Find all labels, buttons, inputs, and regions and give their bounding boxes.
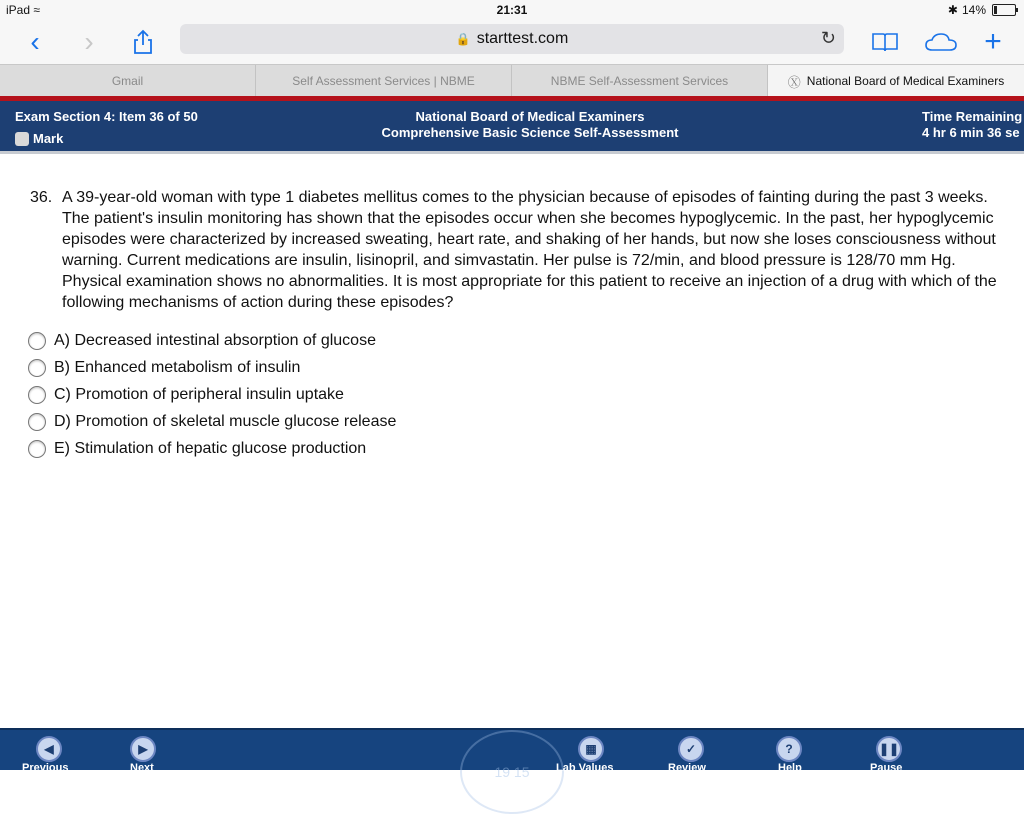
- back-button[interactable]: [18, 20, 52, 64]
- lab-values-label: Lab Values: [556, 762, 614, 774]
- tab-nbme-self-assessment[interactable]: [512, 65, 768, 97]
- pause-button[interactable]: [876, 736, 902, 762]
- checkmark-icon: ✓: [685, 742, 697, 756]
- status-right: [948, 3, 1016, 17]
- exam-title-line2: Comprehensive Basic Science Self-Assessment: [381, 125, 679, 140]
- tab-self-assessment-services[interactable]: [256, 65, 512, 97]
- wifi-icon: ≈: [33, 3, 40, 17]
- answer-option-b[interactable]: [28, 354, 628, 381]
- tab-label: Self Assessment Services | NBME: [292, 74, 475, 88]
- lab-values-icon: ▦: [585, 742, 597, 756]
- mark-box-icon: [15, 132, 29, 146]
- close-tab-icon[interactable]: Ⓧ: [787, 74, 801, 90]
- pause-icon: ❚❚: [878, 742, 900, 756]
- arrow-left-icon: ◀: [44, 742, 54, 756]
- arrow-right-icon: ▶: [138, 742, 148, 756]
- previous-label: Previous: [22, 762, 69, 774]
- url-text: starttest.com: [476, 30, 569, 47]
- exam-footer: [0, 728, 1024, 780]
- answer-option-c[interactable]: [28, 381, 628, 408]
- radio-button[interactable]: [28, 386, 46, 404]
- chevron-right-icon: ›: [84, 26, 94, 57]
- bookmarks-button[interactable]: [868, 20, 902, 64]
- cloud-tabs-button[interactable]: [922, 20, 960, 64]
- chevron-left-icon: ‹: [30, 26, 40, 57]
- next-button[interactable]: [130, 736, 156, 762]
- tab-bar: [0, 64, 1024, 97]
- battery-percent: 14%: [961, 3, 986, 17]
- exam-title: [300, 109, 760, 141]
- option-label: E) Stimulation of hepatic glucose production: [54, 439, 367, 457]
- help-button[interactable]: [776, 736, 802, 762]
- plus-icon: +: [984, 25, 1002, 58]
- tab-national-board[interactable]: [768, 65, 1024, 97]
- radio-button[interactable]: [28, 413, 46, 431]
- option-label: A) Decreased intestinal absorption of glucose: [54, 331, 376, 349]
- mark-checkbox[interactable]: [15, 131, 63, 146]
- question-text: A 39-year-old woman with type 1 diabetes mellitus comes to the physician because of episodes of fainting during the past 3 weeks. The patient's insulin monitoring has shown that the episodes occur when she becomes hypoglycemic. In the past, her hypoglycemic episodes were characterized by increased sweating, heart rate, and shaking of her hands, but now she loses consciousness without warning. Current medications are insulin, lisinopril, and simvastatin. Her pulse is 72/min, and blood pressure is 128/70 mm Hg. Physical examination shows no abnormalities. It is most appropriate for this patient to receive an injection of a drug with which of the following mechanisms of action during these episodes?: [62, 189, 997, 311]
- help-label: Help: [778, 762, 802, 774]
- answer-option-e[interactable]: [28, 435, 628, 462]
- header-divider: [0, 151, 1024, 154]
- option-label: B) Enhanced metabolism of insulin: [54, 358, 301, 376]
- radio-button[interactable]: [28, 332, 46, 350]
- question-mark-icon: ?: [785, 742, 793, 756]
- question-number: 36.: [30, 189, 53, 206]
- radio-button[interactable]: [28, 359, 46, 377]
- review-label: Review: [668, 762, 706, 774]
- previous-button[interactable]: [36, 736, 62, 762]
- tab-label: NBME Self-Assessment Services: [550, 74, 729, 88]
- radio-button[interactable]: [28, 440, 46, 458]
- time-remaining: [922, 109, 1022, 141]
- cloud-icon: [924, 31, 958, 53]
- new-tab-button[interactable]: [978, 20, 1008, 64]
- time-remaining-value: 4 hr 6 min 36 se: [922, 125, 1020, 140]
- option-label: D) Promotion of skeletal muscle glucose release: [54, 412, 397, 430]
- answer-option-a[interactable]: [28, 327, 628, 354]
- time-remaining-label: Time Remaining: [922, 109, 1023, 124]
- tab-label: Gmail: [111, 74, 144, 88]
- status-bar: [0, 0, 1024, 20]
- battery-icon: [992, 4, 1016, 16]
- review-button[interactable]: [678, 736, 704, 762]
- tab-gmail[interactable]: [0, 65, 256, 97]
- nbme-seal: 19 15: [460, 730, 564, 814]
- bluetooth-icon: ✱: [947, 3, 958, 17]
- exam-header: [0, 101, 1024, 151]
- device-label: iPad ≈: [6, 3, 40, 17]
- option-label: C) Promotion of peripheral insulin uptake: [54, 385, 344, 403]
- browser-toolbar: [0, 20, 1024, 64]
- lab-values-button[interactable]: [578, 736, 604, 762]
- answer-options: [28, 327, 628, 462]
- forward-button[interactable]: [72, 20, 106, 64]
- answer-option-d[interactable]: [28, 408, 628, 435]
- clock: 21:31: [496, 3, 528, 17]
- item-counter: Exam Section 4: Item 36 of 50: [15, 109, 198, 124]
- exam-title-line1: National Board of Medical Examiners: [415, 109, 645, 124]
- pause-label: Pause: [870, 762, 903, 774]
- mark-label: Mark: [33, 131, 64, 146]
- reload-icon[interactable]: ↻: [820, 28, 836, 48]
- share-button[interactable]: [128, 20, 158, 64]
- tab-label: National Board of Medical Examiners: [806, 74, 1005, 88]
- book-icon: [871, 31, 899, 53]
- share-icon: [132, 29, 154, 55]
- lock-icon: 🔒: [455, 32, 471, 46]
- address-bar[interactable]: [180, 24, 844, 54]
- next-label: Next: [130, 762, 154, 774]
